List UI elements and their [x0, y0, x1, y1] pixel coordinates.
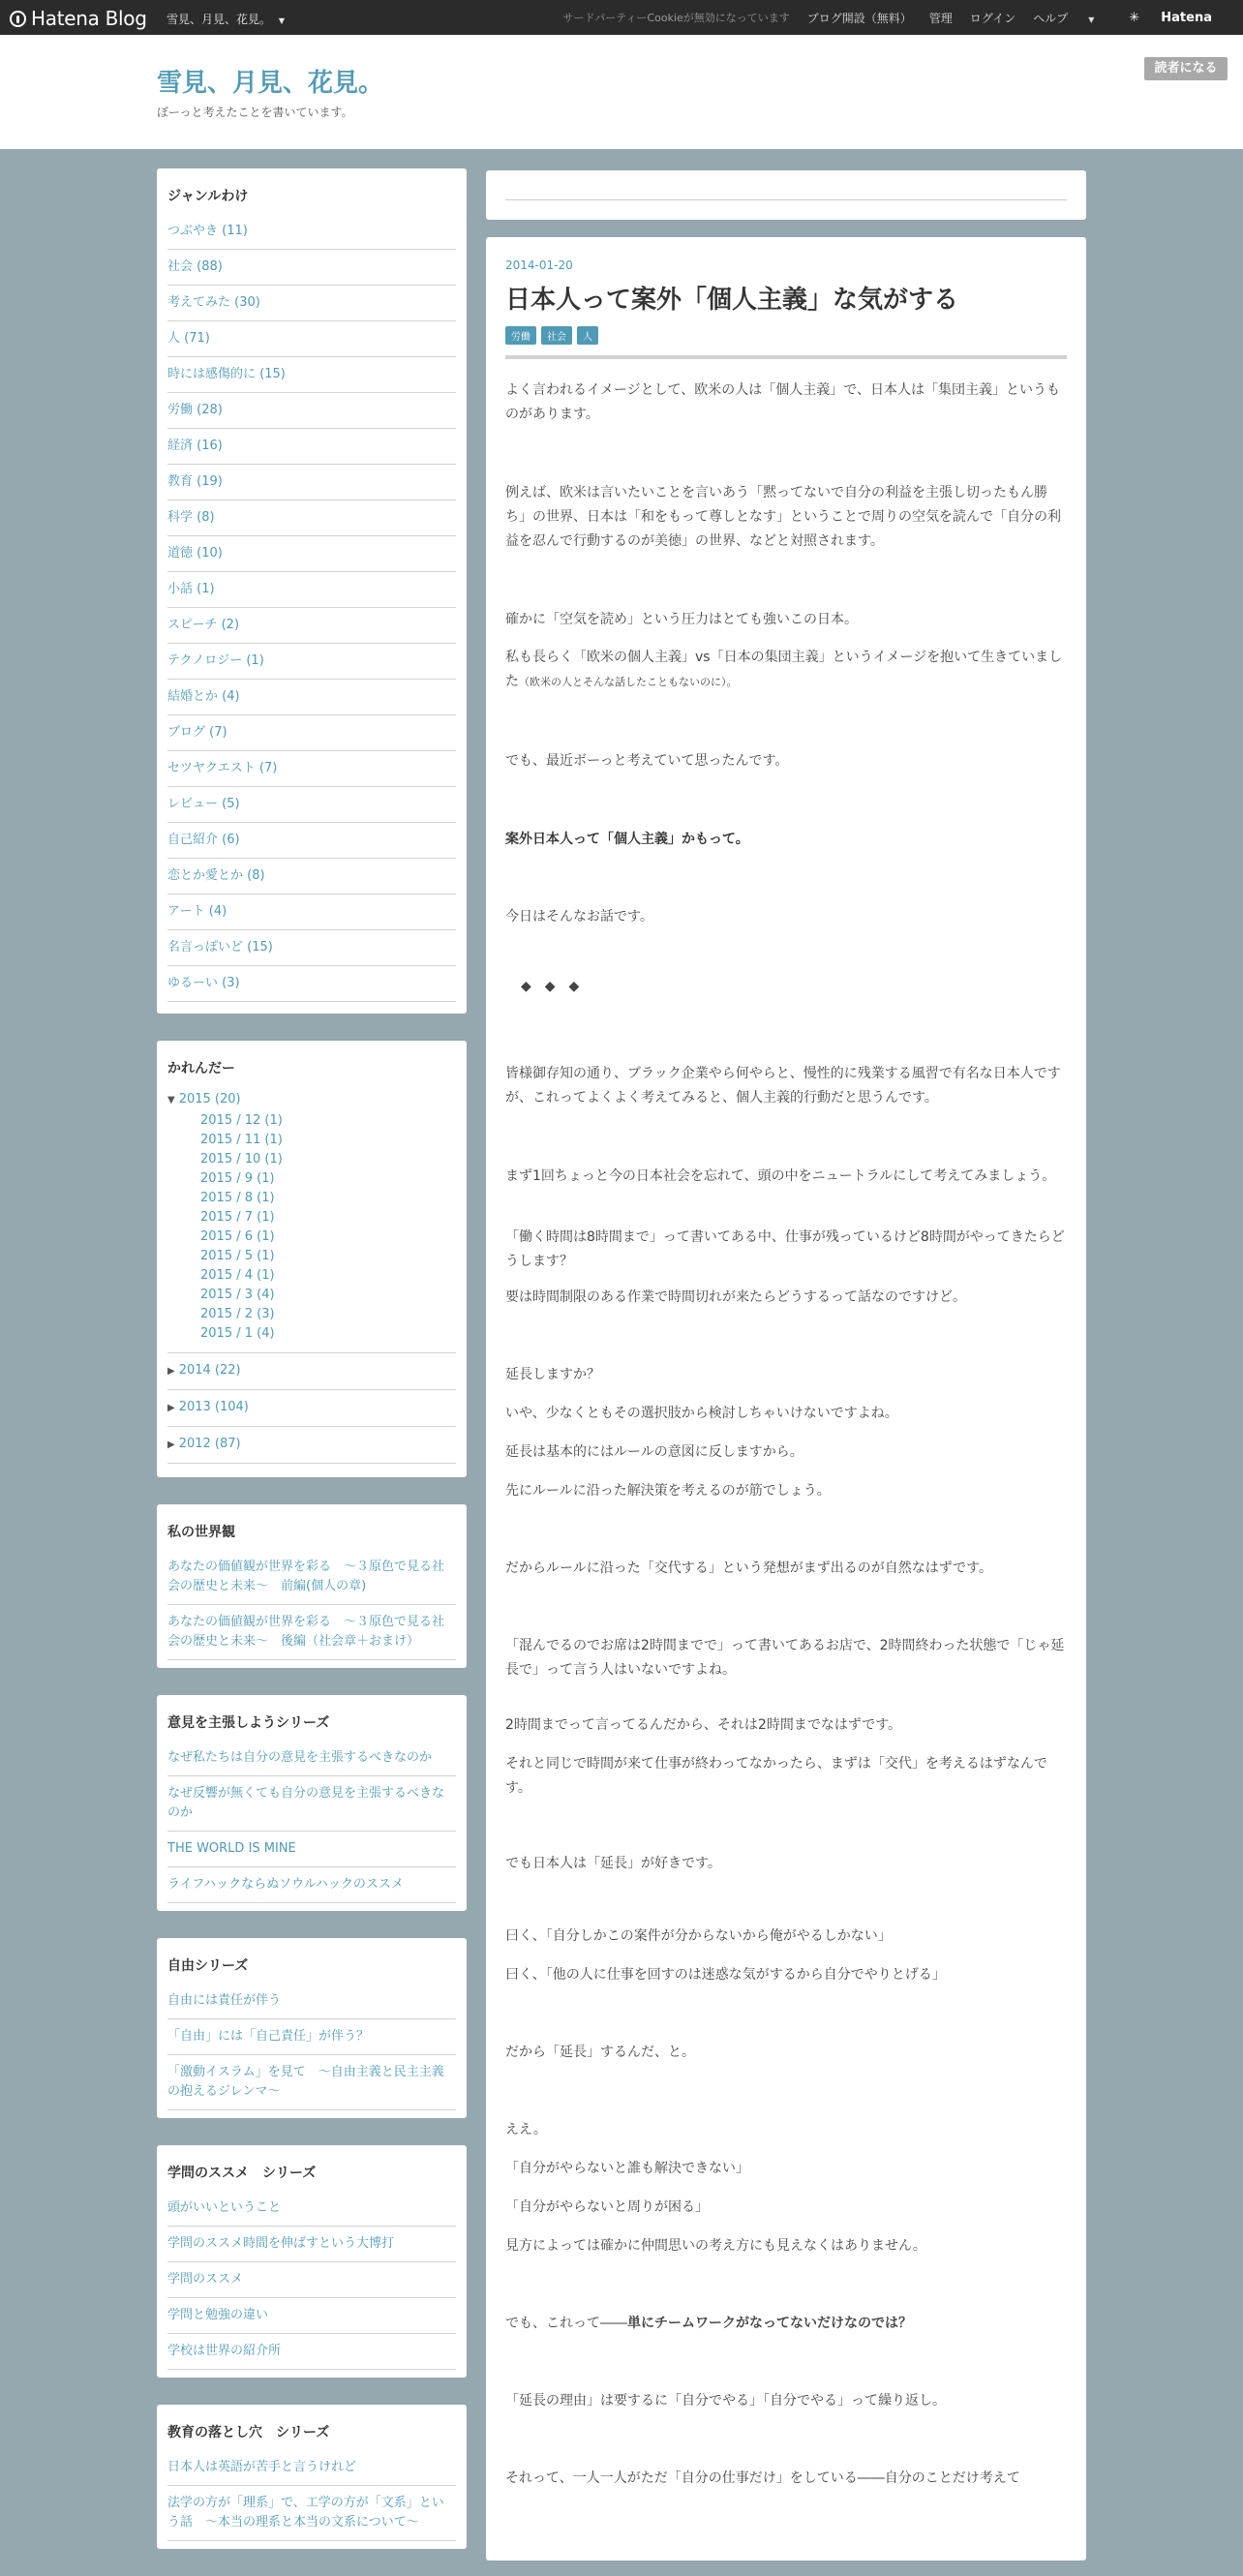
sidebar-entry-link[interactable]: 自由には責任が伴う [167, 1984, 456, 2019]
opinion-list [167, 1741, 456, 1903]
sidebar [157, 168, 467, 2576]
paragraph-note: （欧米の人とそんな話したこともないのに）。 [519, 676, 738, 688]
category-tag[interactable]: 人 [577, 326, 598, 345]
sidebar-entry-link[interactable]: あなたの価値観が世界を彩る ～３原色で見る社会の歴史と未来～ 後編（社会章＋おまけ） [167, 1605, 456, 1660]
calendar-year-link[interactable] [167, 1427, 456, 1464]
calendar-year-2015[interactable] [167, 1089, 456, 1111]
paragraph: 「混んでるのでお席は2時間までで」って書いてあるお店で、2時間終わった状態で「じゃ延長で」って言う人はいないですよね。 [505, 1638, 1065, 1678]
triangle-down-icon: ▼ [167, 1095, 175, 1106]
module-title: 意見を主張しようシリーズ [167, 1715, 330, 1731]
category-link[interactable]: 教育 (19) [167, 465, 456, 500]
paragraph: 要は時間制限のある作業で時間切れが来たらどうするって話なのですけど。 [505, 1289, 966, 1305]
calendar-year-label: 2014 (22) [178, 1363, 241, 1378]
paragraph: 先にルールに沿った解決策を考えるのが筋でしょう。 [505, 1483, 831, 1499]
study-list [167, 2191, 456, 2370]
category-link[interactable]: 小話 (1) [167, 572, 456, 608]
calendar-month-link[interactable]: 2015 / 6 (1) [200, 1229, 275, 1244]
opinion-series-module [157, 1695, 467, 1911]
calendar-month-link[interactable]: 2015 / 3 (4) [200, 1288, 275, 1302]
paragraph: だからルールに沿った「交代する」という発想がまず出るのが自然なはずです。 [505, 1561, 993, 1576]
blog-header [0, 35, 1243, 149]
calendar-month-link[interactable]: 2015 / 11 (1) [200, 1133, 283, 1147]
paragraph: いや、少なくともその選択肢から検討しちゃいけないですよね。 [505, 1406, 898, 1421]
category-link[interactable]: 科学 (8) [167, 500, 456, 536]
paragraph [505, 646, 1067, 694]
calendar-module [157, 1041, 467, 1477]
education-series-module [157, 2405, 467, 2549]
paragraph [505, 2312, 1067, 2336]
entry-categories [505, 326, 598, 345]
calendar-month-link[interactable]: 2015 / 1 (4) [200, 1326, 275, 1341]
calendar-year-link[interactable] [167, 1390, 456, 1427]
paragraph: でも、最近ボーっと考えていて思ったんです。 [505, 753, 789, 769]
caret-down-icon: ▼ [1088, 15, 1095, 24]
hatena-blog-logo[interactable] [10, 7, 147, 30]
worldview-module [157, 1504, 467, 1668]
hatena-blog-icon [10, 11, 26, 27]
module-title: ジャンルわけ [167, 189, 249, 204]
paragraph: 「延長の理由」は要するに「自分でやる」「自分でやる」って繰り返し。 [505, 2393, 946, 2409]
category-link[interactable]: 恋とか愛とか (8) [167, 859, 456, 894]
divider [505, 199, 1067, 200]
category-list [167, 214, 456, 1002]
calendar-month-link[interactable]: 2015 / 4 (1) [200, 1268, 275, 1283]
paragraph: 見方によっては確かに仲間思いの考え方にも見えなくはありません。 [505, 2238, 926, 2254]
sidebar-entry-link[interactable]: 学問と勉強の違い [167, 2298, 456, 2334]
calendar-month-link[interactable]: 2015 / 7 (1) [200, 1210, 275, 1225]
paragraph-text: 私も長らく「欧米の個人主義」vs「日本の集団主義」というイメージを抱いて生きていました [505, 650, 1063, 689]
paragraph: 確かに「空気を読め」という圧力はとても強いこの日本。 [505, 612, 858, 627]
global-header [0, 0, 1243, 35]
sidebar-entry-link[interactable]: ライフハックならぬソウルハックのススメ [167, 1867, 456, 1903]
admin-link[interactable]: 管理 [928, 11, 953, 25]
sidebar-entry-link[interactable]: 学問のススメ [167, 2262, 456, 2298]
study-series-module [157, 2145, 467, 2378]
calendar-month-link[interactable]: 2015 / 5 (1) [200, 1249, 275, 1263]
blog-title[interactable]: 雪見、月見、花見。 [157, 69, 384, 98]
sidebar-entry-link[interactable]: 「激動イスラム」を見て ～自由主義と民主主義の抱えるジレンマ～ [167, 2055, 456, 2110]
cookie-notice: サードパーティーCookieが無効になっています [562, 12, 790, 24]
title-divider [505, 355, 1067, 359]
paragraph: 延長しますか？ [505, 1367, 600, 1382]
sidebar-entry-link[interactable]: 日本人は英語が苦手と言うけれど [167, 2450, 456, 2486]
blog-description: ぼーっと考えたことを書いています。 [157, 106, 353, 119]
category-link[interactable]: 結婚とか (4) [167, 680, 456, 715]
paragraph: ええ。 [505, 2122, 547, 2137]
caret-down-icon: ▼ [278, 16, 285, 25]
hatena-mark-icon: ✳ [1129, 10, 1140, 25]
category-link[interactable]: つぶやき (11) [167, 214, 456, 250]
entry-article [486, 237, 1086, 2561]
sidebar-entry-link[interactable]: 法学の方が「理系」で、工学の方が「文系」という話 ～本当の理系と本当の文系について～ [167, 2486, 456, 2541]
calendar-month-link[interactable]: 2015 / 9 (1) [200, 1171, 275, 1186]
calendar-year-list [167, 1353, 456, 1464]
category-link[interactable]: 人 (71) [167, 321, 456, 357]
paragraph: でも日本人は「延長」が好きです。 [505, 1856, 721, 1871]
sidebar-entry-link[interactable]: 学校は世界の紹介所 [167, 2334, 456, 2370]
paragraph: 皆様御存知の通り、ブラック企業やら何やらと、慢性的に残業する風習で有名な日本人ですが、これってよくよく考えてみると、個人主義的行動だと思うんです。 [505, 1066, 1061, 1106]
calendar-month-link[interactable]: 2015 / 10 (1) [200, 1152, 283, 1167]
bold-paragraph: 案外日本人って「個人主義」かもって。 [505, 832, 749, 847]
paragraph: それと同じで時間が来て仕事が終わってなかったら、まずは「交代」を考えるはずなんです。 [505, 1756, 1047, 1796]
category-link[interactable]: 名言っぽいど (15) [167, 930, 456, 966]
calendar-month-list [167, 1111, 456, 1344]
hatena-logo[interactable] [1129, 11, 1229, 25]
calendar-year-link[interactable] [167, 1353, 456, 1390]
top-module [486, 170, 1086, 220]
category-module [157, 168, 467, 1014]
category-link[interactable]: テクノロジー (1) [167, 644, 456, 680]
entry-date[interactable]: 2014-01-20 [505, 258, 573, 272]
category-link[interactable]: セツヤクエスト (7) [167, 751, 456, 787]
calendar-year-label: 2015 (20) [178, 1092, 241, 1106]
login-link[interactable]: ログイン [969, 11, 1016, 25]
paragraph-text: でも、これって―― [505, 2316, 627, 2331]
sidebar-entry-link[interactable]: あなたの価値観が世界を彩る ～３原色で見る社会の歴史と未来～ 前編(個人の章) [167, 1550, 456, 1605]
paragraph: 「働く時間は8時間まで」って書いてある中、仕事が残っているけど8時間がやってきたらどうします？ [505, 1229, 1065, 1269]
paragraph: 延長は基本的にはルールの意図に反しますから。 [505, 1444, 803, 1460]
module-title: 私の世界観 [167, 1525, 235, 1540]
category-link[interactable]: ゆるーい (3) [167, 966, 456, 1002]
section-separator: ◆◆◆ [521, 979, 593, 994]
category-link[interactable]: アート (4) [167, 894, 456, 930]
hatena-logo-text: Hatena [1161, 10, 1212, 25]
category-link[interactable]: 社会 (88) [167, 250, 456, 286]
blog-switcher[interactable] [167, 11, 285, 27]
paragraph: 「自分がやらないと周りが困る」 [505, 2199, 709, 2215]
calendar-year-label: 2013 (104) [178, 1400, 249, 1414]
module-title: 学問のススメ シリーズ [167, 2166, 317, 2181]
paragraph: それって、一人一人がただ「自分の仕事だけ」をしている――自分のことだけ考えて [505, 2470, 1020, 2486]
blog-switcher-label: 雪見、月見、花見。 [167, 13, 272, 26]
paragraph: だから「延長」するんだ、と。 [505, 2045, 695, 2060]
category-tag[interactable]: 社会 [541, 326, 572, 345]
sidebar-entry-link[interactable]: なぜ私たちは自分の意見を主張するべきなのか [167, 1741, 456, 1776]
category-tag[interactable]: 労働 [505, 326, 536, 345]
category-link[interactable]: 道徳 (10) [167, 536, 456, 572]
sidebar-entry-link[interactable]: 学問のススメ時間を伸ばすという大博打 [167, 2227, 456, 2262]
paragraph: 今日はそんなお話です。 [505, 909, 653, 924]
category-link[interactable]: 経済 (16) [167, 429, 456, 465]
triangle-right-icon: ▶ [167, 1440, 175, 1450]
calendar-year-label: 2012 (87) [178, 1437, 241, 1451]
sidebar-entry-link[interactable]: 「自由」には「自己責任」が伴う？ [167, 2019, 456, 2055]
triangle-right-icon: ▶ [167, 1366, 175, 1377]
category-link[interactable]: ブログ (7) [167, 715, 456, 751]
triangle-right-icon: ▶ [167, 1403, 175, 1413]
category-link[interactable]: スピーチ (2) [167, 608, 456, 644]
category-link[interactable]: 時には感傷的に (15) [167, 357, 456, 393]
module-title: 自由シリーズ [167, 1958, 249, 1974]
category-link[interactable]: 自己紹介 (6) [167, 823, 456, 859]
category-link[interactable]: 労働 (28) [167, 393, 456, 429]
sidebar-entry-link[interactable]: THE WORLD IS MINE [167, 1832, 456, 1867]
category-link[interactable]: レビュー (5) [167, 787, 456, 823]
calendar-month-link[interactable]: 2015 / 2 (3) [200, 1307, 275, 1321]
paragraph: 2時間までって言ってるんだから、それは2時間までなはずです。 [505, 1717, 902, 1733]
help-menu[interactable] [1033, 10, 1111, 26]
calendar-month-link[interactable]: 2015 / 8 (1) [200, 1191, 275, 1205]
entry-title[interactable]: 日本人って案外「個人主義」な気がする [505, 286, 959, 315]
paragraph: 曰く、「他の人に仕事を回すのは迷惑な気がするから自分でやりとげる」 [505, 1967, 946, 1983]
module-title: かれんだー [167, 1061, 235, 1076]
education-list [167, 2450, 456, 2541]
logo-text: Hatena Blog [31, 7, 147, 30]
bold-text: 単にチームワークがなってないだけなのでは？ [627, 2316, 912, 2331]
freedom-series-module [157, 1938, 467, 2118]
paragraph: 「自分がやらないと誰も解決できない」 [505, 2161, 749, 2176]
sidebar-entry-link[interactable]: なぜ反響が無くても自分の意見を主張するべきなのか [167, 1776, 456, 1832]
category-link[interactable]: 考えてみた (30) [167, 286, 456, 321]
subscribe-button[interactable]: 読者になる [1144, 57, 1228, 80]
paragraph: まず1回ちょっと今の日本社会を忘れて、頭の中をニュートラルにして考えてみましょう。 [505, 1168, 1056, 1184]
module-title: 教育の落とし穴 シリーズ [167, 2425, 330, 2440]
sidebar-entry-link[interactable]: 頭がいいということ [167, 2191, 456, 2227]
paragraph: よく言われるイメージとして、欧米の人は「個人主義」で、日本人は「集団主義」というものがあります。 [505, 382, 1061, 422]
help-label: ヘルプ [1033, 11, 1069, 25]
paragraph: 曰く、「自分しかこの案件が分からないから俺がやるしかない」 [505, 1928, 892, 1944]
worldview-list [167, 1550, 456, 1660]
calendar-month-link[interactable]: 2015 / 12 (1) [200, 1113, 283, 1128]
paragraph: 例えば、欧米は言いたいことを言いあう「黙ってないで自分の利益を主張し切ったもん勝ち」の世界、日本は「和をもって尊しとなす」ということで周りの空気を読んで「自分の利益を忍んで行動するのが美徳」の世界、などと対照されます。 [505, 485, 1061, 549]
open-blog-link[interactable]: ブログ開設（無料） [806, 11, 912, 25]
freedom-list [167, 1984, 456, 2110]
